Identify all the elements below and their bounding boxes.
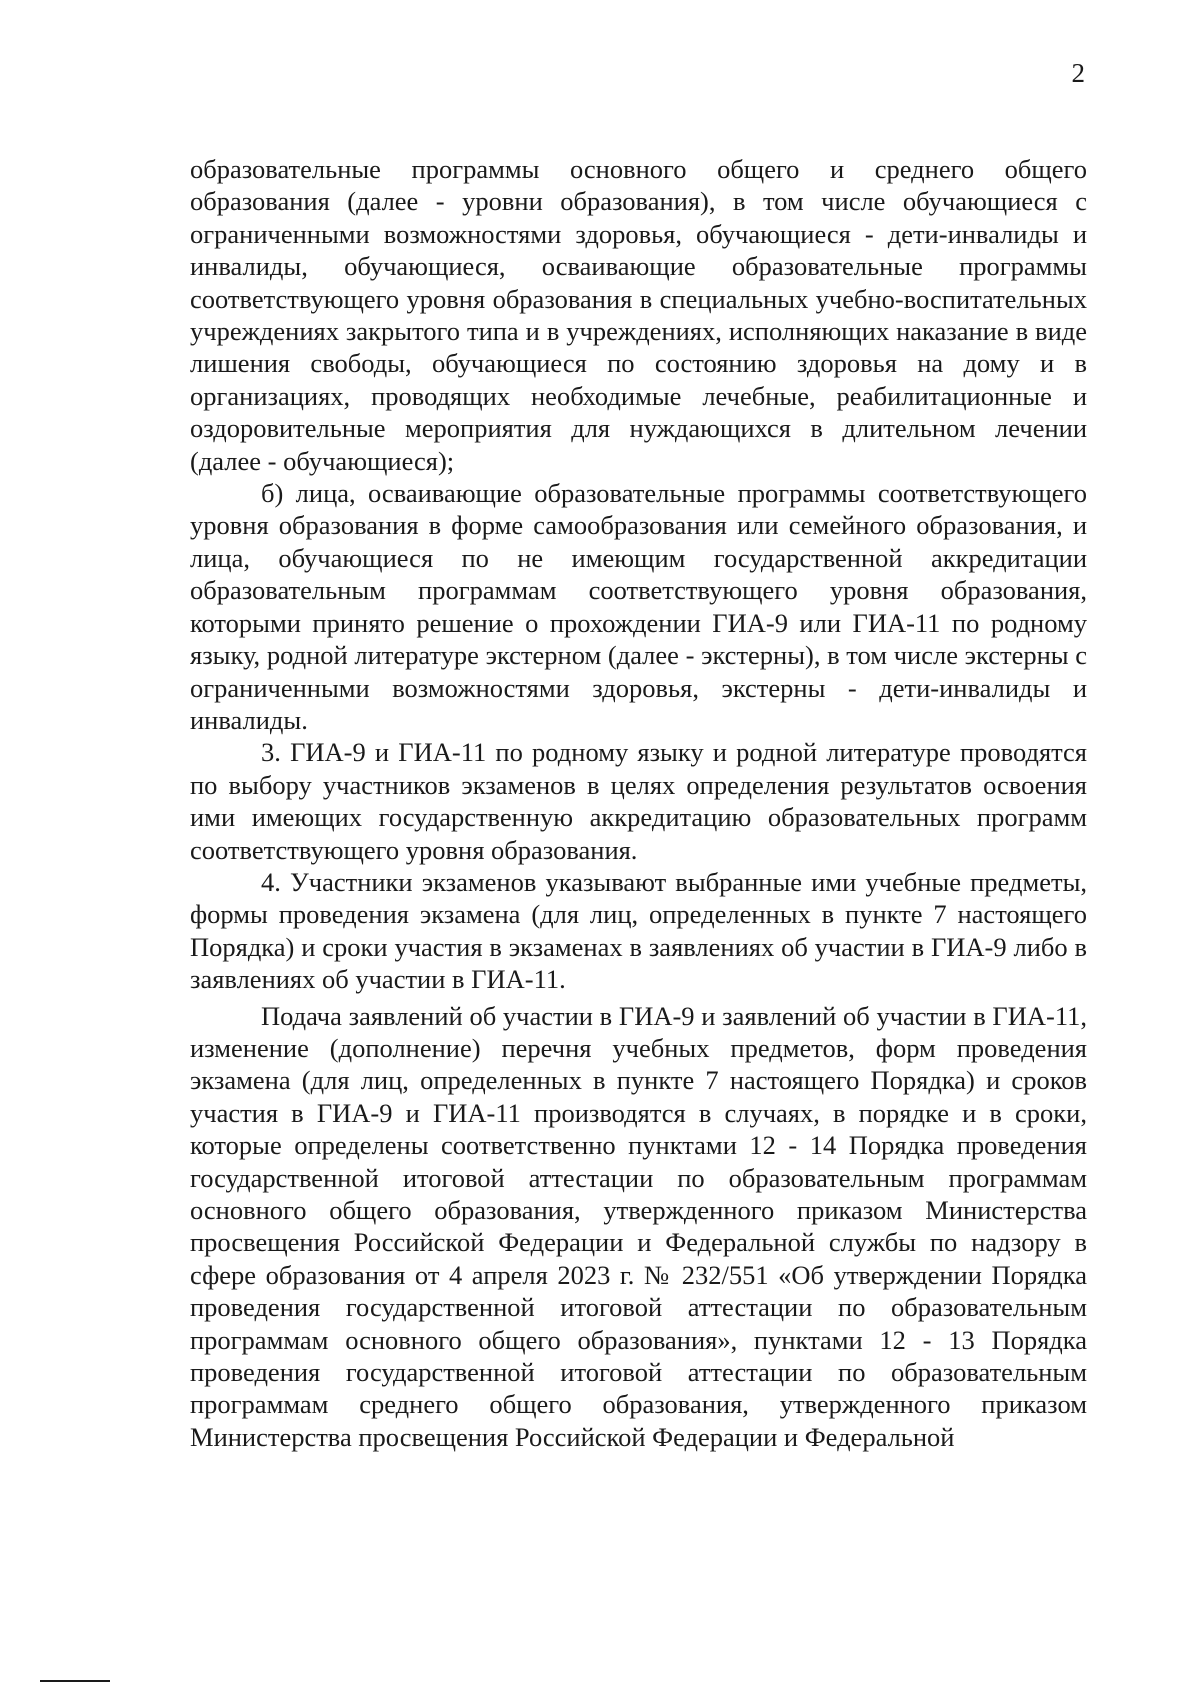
paragraph-continuation: образовательные программы основного общего и среднего общего образования (далее - уровни образования), в том числе обучающиеся с ограниченными возможностями здоровья, обучающиеся - дети-инвалиды и инвалиды, обучающиеся, осваивающие образовательные программы соответствующего уровня образования в специальных учебно-воспитательных учреждениях закрытого типа и в учреждениях, исполняющих наказание в виде лишения свободы, обучающиеся по состоянию здоровья на дому и в организациях, проводящих необходимые лечебные, реабилитационные и оздоровительные мероприятия для нуждающихся в длительном лечении (далее - обучающиеся);: [190, 154, 1087, 476]
footnote-rule: [40, 1680, 110, 1682]
page-number: 2: [1071, 58, 1085, 88]
paragraph-applications: Подача заявлений об участии в ГИА-9 и заявлений об участии в ГИА-11, изменение (дополнение) перечня учебных предметов, форм проведения экзамена (для лиц, определенных в пункте 7 настоящего Порядка) и сроков участия в ГИА-9 и ГИА-11 производятся в случаях, в порядке и в сроки, которые определены соответственно пунктами 12 - 14 Порядка проведения государственной итоговой аттестации по образовательным программам основного общего образования, утвержденного приказом Министерства просвещения Российской Федерации и Федеральной службы по надзору в сфере образования от 4 апреля 2023 г. № 232/551 «Об утверждении Порядка проведения государственной итоговой аттестации по образовательным программам основного общего образования», пунктами 12 - 13 Порядка проведения государственной итоговой аттестации по образовательным программам среднего общего образования, утвержденного приказом Министерства просвещения Российской Федерации и Федеральной: [190, 1000, 1087, 1452]
document-body: [190, 153, 1087, 1453]
paragraph-3: 3. ГИА-9 и ГИА-11 по родному языку и родной литературе проводятся по выбору участников экзаменов в целях определения результатов освоения ими имеющих государственную аккредитацию образовательных программ соответствующего уровня образования.: [190, 737, 1087, 865]
paragraph-4: 4. Участники экзаменов указывают выбранные ими учебные предметы, формы проведения экзамена (для лиц, определенных в пункте 7 настоящего Порядка) и сроки участия в экзаменах в заявлениях об участии в ГИА-9 либо в заявлениях об участии в ГИА-11.: [190, 866, 1087, 995]
paragraph-b-externs: б) лица, осваивающие образовательные программы соответствующего уровня образования в форме самообразования или семейного образования, и лица, обучающиеся по не имеющим государственной аккредитации образовательным программам соответствующего уровня образования, которыми принято решение о прохождении ГИА-9 или ГИА-11 по родному языку, родной литературе экстерном (далее - экстерны), в том числе экстерны с ограниченными возможностями здоровья, экстерны - дети-инвалиды и инвалиды.: [190, 478, 1087, 735]
